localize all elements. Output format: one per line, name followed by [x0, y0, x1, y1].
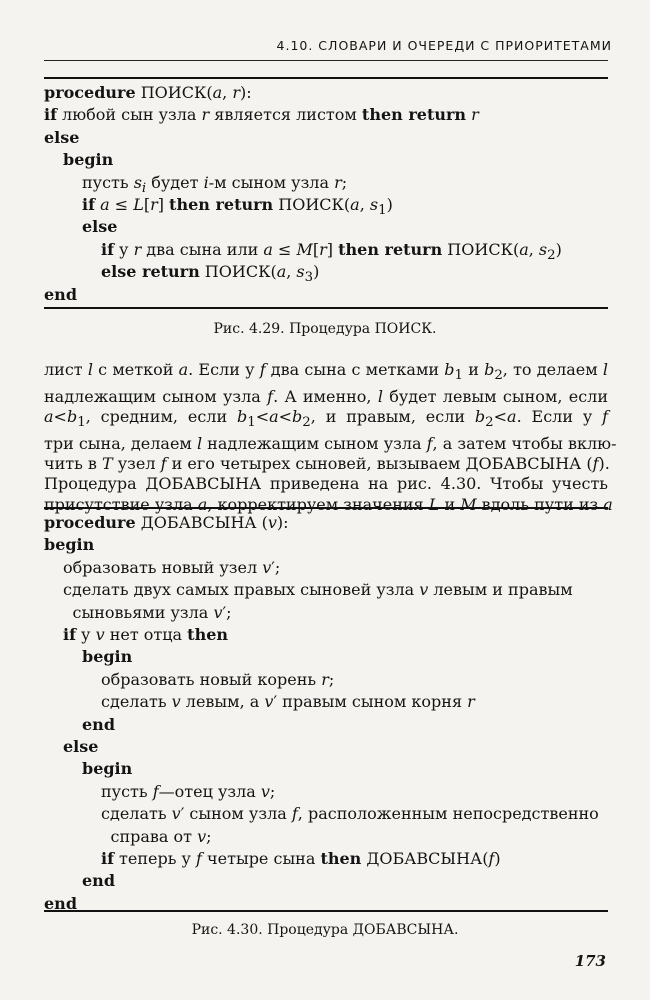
- running-head: 4.10. СЛОВАРИ И ОЧЕРЕДИ С ПРИОРИТЕТАМИ: [276, 38, 612, 53]
- body-paragraph: [44, 360, 617, 515]
- code-line: begin: [63, 150, 114, 170]
- paragraph-line: присутствие узла a, корректируем значения L и M вдоль пути из a: [44, 494, 613, 514]
- code-line: if любой сын узла r является листом then return r: [44, 105, 479, 125]
- code-line: сделать v левым, а v′ правым сыном корня r: [101, 692, 475, 712]
- header-rule: [44, 60, 608, 61]
- code-line: else return ПОИСК(a, $s_3$): [101, 262, 320, 286]
- figure-4-29-top-rule: [44, 77, 608, 79]
- paragraph-line: чить в T узел f и его четырех сыновей, вызываем ДОБАВСЫНА (f).: [44, 454, 610, 473]
- code-line: if a ≤ L[r] then return ПОИСК(a, $s_1$): [82, 195, 393, 219]
- paragraph-line: $a<b_1$, средним, если $b_1<a<b_2$, и правым, если $b_2<a$. Если у f: [44, 407, 608, 431]
- code-line: if теперь у f четыре сына then ДОБАВСЫНА(f): [101, 849, 501, 868]
- code-line: end: [82, 871, 115, 891]
- code-line: справа от v;: [110, 826, 212, 846]
- code-line: сделать v′ сыном узла f, расположенным непосредственно: [101, 804, 599, 824]
- code-line: else: [44, 127, 80, 147]
- paragraph-line: три сына, делаем l надлежащим сыном узла f, а затем чтобы вклю-: [44, 433, 617, 453]
- code-line: procedure ДОБАВСЫНА (v):: [44, 513, 289, 532]
- figure-4-30-caption: Рис. 4.30. Процедура ДОБАВСЫНА.: [191, 922, 459, 938]
- code-line: if у v нет отца then: [63, 625, 229, 644]
- code-line: begin: [44, 535, 95, 555]
- code-line: образовать новый узел v′;: [63, 557, 281, 577]
- code-line: begin: [82, 647, 133, 667]
- paragraph-line: Процедура ДОБАВСЫНА приведена на рис. 4.30. Чтобы учесть: [44, 474, 608, 494]
- code-line: begin: [82, 759, 133, 779]
- figure-4-30-bottom-rule: [44, 910, 608, 912]
- code-line: end: [44, 284, 77, 304]
- code-line: else: [63, 737, 99, 756]
- code-line: пусть $s_i$ будет i-м сыном узла r;: [82, 172, 348, 196]
- code-line: end: [44, 893, 77, 913]
- figure-4-30-top-rule: [44, 507, 608, 509]
- paragraph-line: надлежащим сыном узла f. А именно, l будет левым сыном, если: [44, 386, 609, 406]
- code-line: else: [82, 217, 118, 237]
- code-line: сыновьями узла v′;: [72, 602, 232, 622]
- page-number: 173: [574, 952, 606, 970]
- code-line: пусть f—отец узла v;: [101, 781, 276, 801]
- code-line: if у r два сына или a ≤ M[r] then return ПОИСК(a, $s_2$): [101, 239, 562, 263]
- code-line: сделать двух самых правых сыновей узла v левым и правым: [63, 580, 573, 600]
- figure-4-29-caption: Рис. 4.29. Процедура ПОИСК.: [213, 321, 437, 337]
- paragraph-line: лист l с меткой a. Если у f два сына с метками $b_1$ и $b_2$, то делаем l: [44, 360, 609, 384]
- figure-4-29-bottom-rule: [44, 307, 608, 309]
- code-line: end: [82, 714, 115, 734]
- code-line: образовать новый корень r;: [101, 669, 335, 689]
- code-line: procedure ПОИСК(a, r):: [44, 83, 252, 102]
